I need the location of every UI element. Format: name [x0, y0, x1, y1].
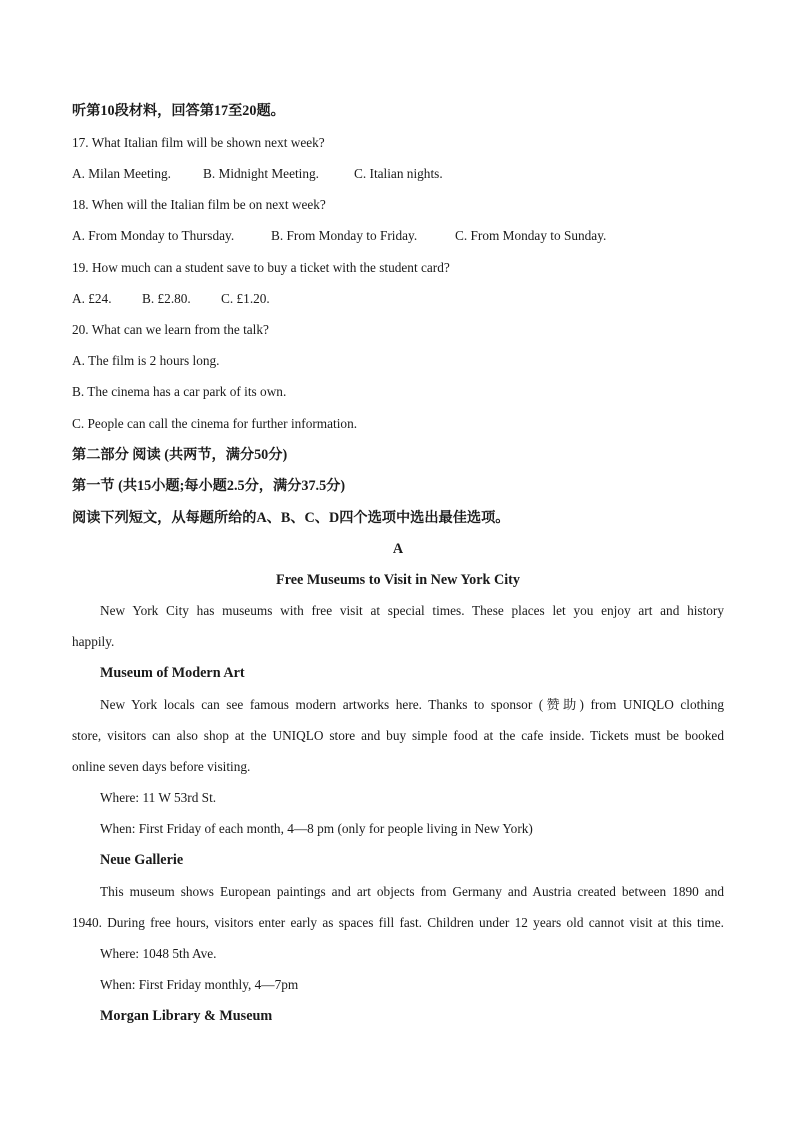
q17-option-c: C. Italian nights.	[354, 166, 443, 181]
question-17-stem: 17. What Italian film will be shown next week?	[72, 135, 325, 150]
q18-option-a: A. From Monday to Thursday.	[72, 228, 235, 243]
neue-when: When: First Friday monthly, 4—7pm	[100, 977, 299, 992]
question-19-stem: 19. How much can a student save to buy a ticket with the student card?	[72, 260, 450, 275]
question-18-options	[72, 227, 724, 245]
moma-paragraph-line-2: store, visitors can also shop at the UNIQLO store and buy simple food at the cafe inside. Tickets must be booked	[72, 728, 724, 743]
q20-option-a: A. The film is 2 hours long.	[72, 353, 220, 368]
moma-where: Where: 11 W 53rd St.	[100, 790, 217, 805]
neue-where: Where: 1048 5th Ave.	[100, 946, 217, 961]
question-19-options	[72, 290, 724, 308]
moma-heading: Museum of Modern Art	[100, 665, 245, 681]
q19-option-c: C. £1.20.	[221, 291, 270, 306]
question-17-options	[72, 165, 724, 183]
listening-section-header: 听第10段材料，回答第17至20题。	[72, 103, 285, 119]
neue-heading: Neue Gallerie	[100, 852, 184, 868]
moma-paragraph-line-1: New York locals can see famous modern artworks here. Thanks to sponsor (赞助) from UNIQLO clothing	[100, 697, 724, 712]
reading-section-title: 第一节 (共15小题;每小题2.5分，满分37.5分)	[72, 478, 346, 494]
q19-option-b: B. £2.80.	[142, 291, 191, 306]
q18-option-b: B. From Monday to Friday.	[271, 228, 418, 243]
moma-when: When: First Friday of each month, 4—8 pm (only for people living in New York)	[100, 821, 533, 836]
q18-option-c: C. From Monday to Sunday.	[455, 228, 607, 243]
q20-option-b: B. The cinema has a car park of its own.	[72, 384, 287, 399]
moma-paragraph-line-3: online seven days before visiting.	[72, 759, 251, 774]
q19-option-a: A. £24.	[72, 291, 112, 306]
question-20-stem: 20. What can we learn from the talk?	[72, 322, 269, 337]
q17-option-b: B. Midnight Meeting.	[203, 166, 319, 181]
q17-option-a: A. Milan Meeting.	[72, 166, 171, 181]
reading-part-title: 第二部分 阅读 (共两节，满分50分)	[72, 447, 288, 463]
reading-instruction: 阅读下列短文，从每题所给的A、B、C、D四个选项中选出最佳选项。	[72, 510, 510, 526]
intro-paragraph-line-2: happily.	[72, 634, 115, 649]
q20-option-c: C. People can call the cinema for further information.	[72, 416, 358, 431]
intro-paragraph-line-1: New York City has museums with free visit at special times. These places let you enjoy art and history	[100, 603, 724, 618]
neue-paragraph-line-2: 1940. During free hours, visitors enter early as spaces fill fast. Children under 12 years old cannot visit at this time.	[72, 915, 724, 930]
neue-paragraph-line-1: This museum shows European paintings and art objects from Germany and Austria created between 1890 and	[100, 884, 724, 899]
morgan-heading: Morgan Library & Museum	[100, 1008, 273, 1024]
question-18-stem: 18. When will the Italian film be on next week?	[72, 197, 326, 212]
passage-letter: A	[392, 541, 404, 557]
passage-title: Free Museums to Visit in New York City	[276, 572, 520, 588]
